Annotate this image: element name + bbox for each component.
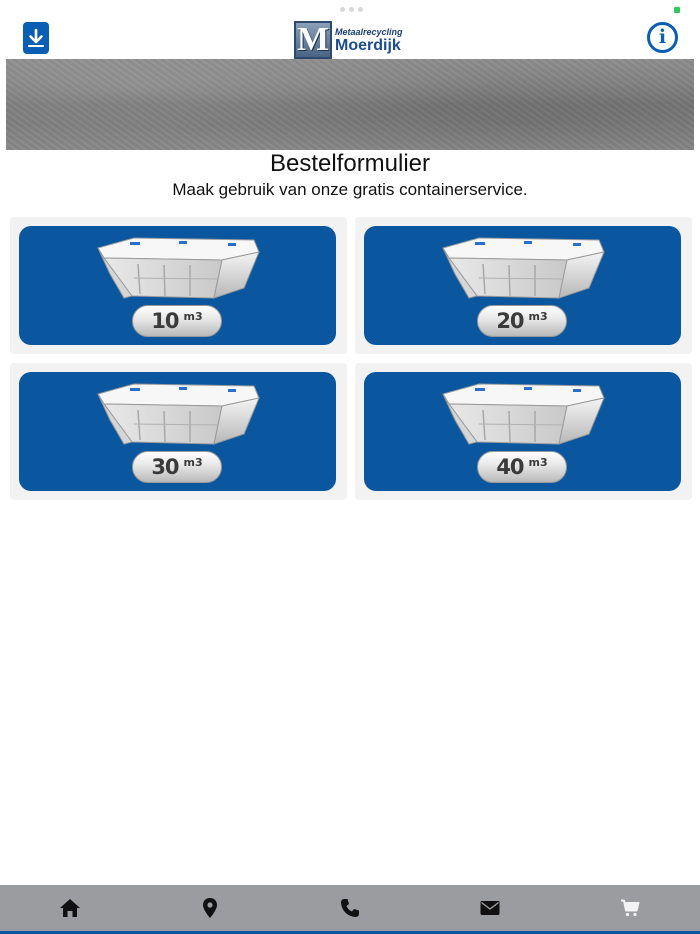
brand-logo [294, 20, 403, 60]
logo-mark: M [294, 21, 332, 59]
container-illustration [439, 234, 609, 306]
home-icon [59, 898, 81, 918]
volume-unit: m3 [528, 455, 548, 469]
container-tile[interactable] [364, 226, 681, 345]
volume-badge [132, 305, 222, 337]
info-circle-icon: i [658, 26, 667, 48]
volume-badge [477, 305, 567, 337]
logo-text-small: Metaalrecycling [335, 26, 403, 37]
volume-unit: m3 [183, 309, 203, 323]
download-arrow-icon [27, 28, 45, 48]
volume-unit: m3 [183, 455, 203, 469]
container-tile[interactable] [19, 372, 336, 491]
tab-cart[interactable] [560, 885, 700, 931]
mail-icon [480, 900, 500, 916]
phone-icon [340, 898, 360, 918]
container-card-40[interactable] [355, 363, 692, 500]
volume-unit: m3 [528, 309, 548, 323]
tab-mail[interactable] [420, 885, 560, 931]
container-tile[interactable] [364, 372, 681, 491]
volume-value: 40 [496, 455, 524, 479]
volume-value: 30 [151, 455, 179, 479]
container-illustration [94, 234, 264, 306]
tab-location[interactable] [140, 885, 280, 931]
page-title: Bestelformulier [269, 150, 431, 177]
bottom-tab-bar [0, 885, 700, 931]
volume-badge [132, 451, 222, 483]
app-header [0, 18, 700, 60]
download-button[interactable] [23, 22, 49, 54]
container-card-30[interactable] [10, 363, 347, 500]
tab-home[interactable] [0, 885, 140, 931]
volume-value: 20 [496, 309, 524, 333]
volume-badge [477, 451, 567, 483]
info-button[interactable] [647, 22, 678, 53]
cart-icon [620, 899, 640, 917]
steel-banner-image [6, 59, 694, 150]
battery-indicator [674, 7, 680, 13]
container-illustration [94, 380, 264, 452]
location-pin-icon [202, 897, 218, 919]
container-tile[interactable] [19, 226, 336, 345]
container-card-10[interactable] [10, 217, 347, 354]
container-illustration [439, 380, 609, 452]
page-subtitle: Maak gebruik van onze gratis containerservice. [172, 180, 528, 199]
multitask-dots[interactable] [340, 7, 363, 12]
logo-text-big: Moerdijk [335, 36, 401, 54]
volume-value: 10 [151, 309, 179, 333]
tab-phone[interactable] [280, 885, 420, 931]
container-card-20[interactable] [355, 217, 692, 354]
